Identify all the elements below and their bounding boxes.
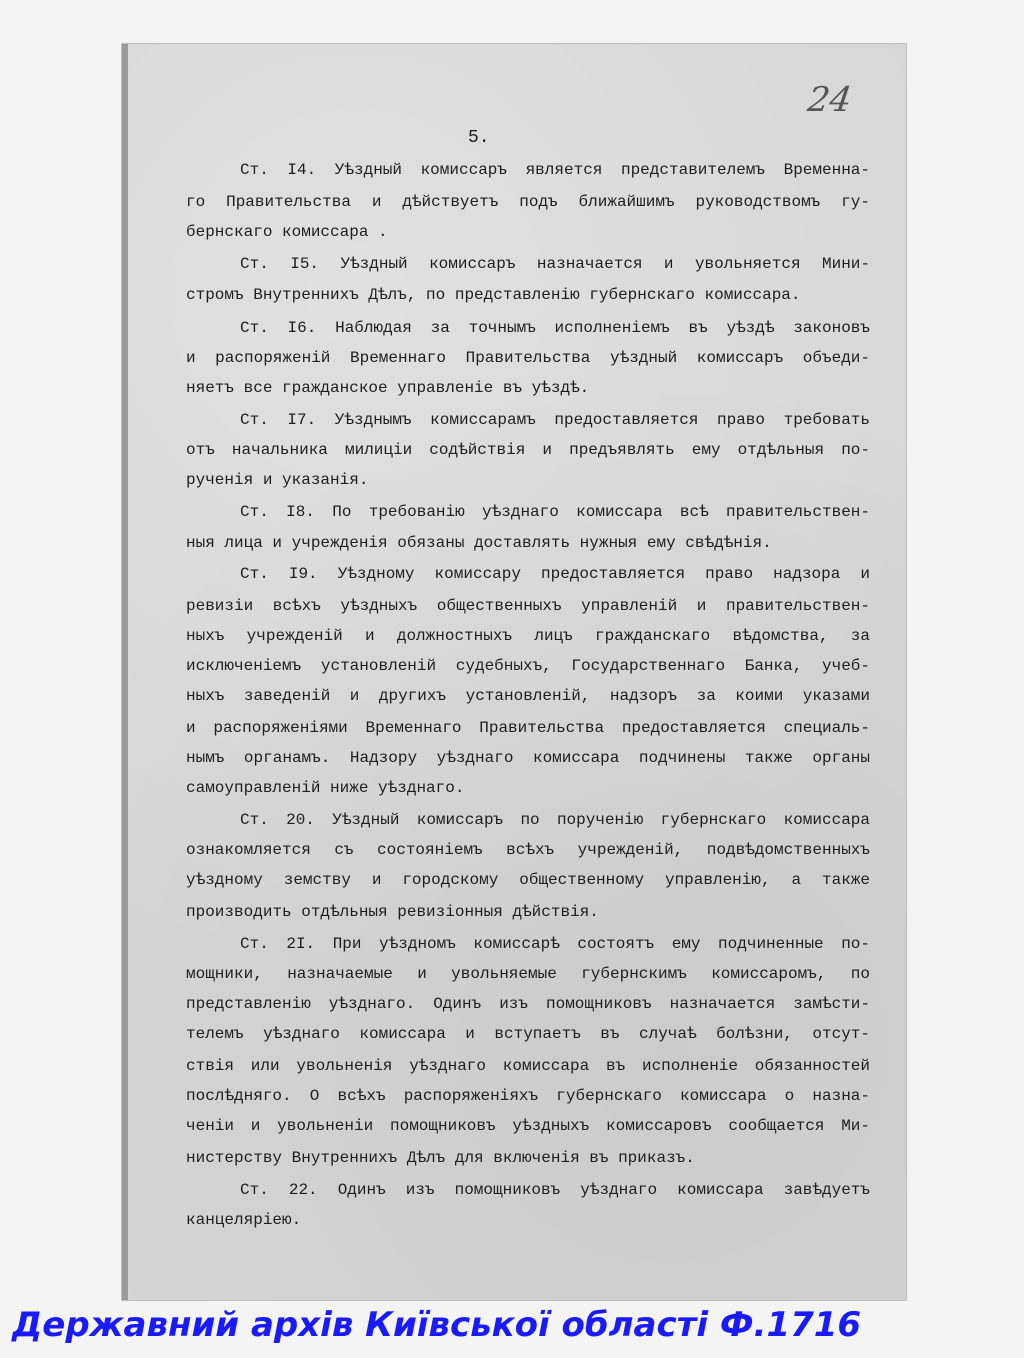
text-line: послѣдняго. О всѣхъ распоряженіяхъ губернскаго комиссара о назна- xyxy=(186,1087,870,1105)
text-line: Ст. 22. Одинъ изъ помощниковъ уѣзднаго комиссара завѣдуетъ xyxy=(240,1181,870,1199)
text-line: Ст. 20. Уѣздный комиссаръ по порученію губернскаго комиссара xyxy=(240,811,870,829)
text-line: ныя лица и учрежденія обязаны доставлять нужныя ему свѣдѣнія. xyxy=(186,534,772,552)
page-number: 5. xyxy=(468,128,490,148)
text-line: Ст. I8. По требованію уѣзднаго комиссара всѣ правительствен- xyxy=(240,503,870,521)
text-line: ченіи и увольненіи помощниковъ уѣздныхъ комиссаровъ сообщается Ми- xyxy=(186,1117,870,1135)
text-line: Ст. I6. Наблюдая за точнымъ исполненіемъ въ уѣздѣ законовъ xyxy=(240,319,870,337)
text-line: Ст. I7. Уѣзднымъ комиссарамъ предоставляется право требовать xyxy=(240,411,870,429)
text-line: представленію уѣзднаго. Одинъ изъ помощниковъ назначается замѣсти- xyxy=(186,995,870,1013)
text-line: нымъ органамъ. Надзору уѣзднаго комиссара подчинены также органы xyxy=(186,749,870,767)
text-line: исключеніемъ установленій судебныхъ, Государственнаго Банка, учеб- xyxy=(186,657,870,675)
text-line: бернскаго комиссара . xyxy=(186,223,388,241)
text-line: уѣздному земству и городскому общественному управленію, а также xyxy=(186,871,870,889)
text-line: отъ начальника милиціи содѣйствія и предъявлять ему отдѣльныя по- xyxy=(186,441,870,459)
archive-caption: Державний архів Київської області Ф.1716 xyxy=(12,1305,862,1345)
text-line: канцеляріею. xyxy=(186,1211,302,1229)
text-line: ныхъ учрежденій и должностныхъ лицъ гражданскаго вѣдомства, за xyxy=(186,627,870,645)
text-line: няетъ все гражданское управленіе въ уѣздѣ. xyxy=(186,379,590,397)
text-line: ознакомляется съ состояніемъ всѣхъ учрежденій, подвѣдомственныхъ xyxy=(186,841,870,859)
text-line: Ст. I5. Уѣздный комиссаръ назначается и увольняется Мини- xyxy=(240,255,870,273)
text-line: ныхъ заведеній и другихъ установленій, надзоръ за коими указами xyxy=(186,687,870,705)
page-edge xyxy=(122,44,128,1300)
text-line: рученія и указанія. xyxy=(186,471,369,489)
text-line: и распоряженій Временнаго Правительства уѣздный комиссаръ объеди- xyxy=(186,349,870,367)
text-line: телемъ уѣзднаго комиссара и вступаетъ въ случаѣ болѣзни, отсут- xyxy=(186,1025,870,1043)
text-line: ствія или увольненія уѣзднаго комиссара въ исполненіе обязанностей xyxy=(186,1057,870,1075)
text-line: Ст. I9. Уѣздному комиссару предоставляется право надзора и xyxy=(240,565,870,583)
folio-number: 24 xyxy=(805,80,855,120)
text-line: го Правительства и дѣйствуетъ подъ ближайшимъ руководствомъ гу- xyxy=(186,193,870,211)
text-line: Ст. I4. Уѣздный комиссаръ является представителемъ Временна- xyxy=(240,161,870,179)
text-line: ревизіи всѣхъ уѣздныхъ общественныхъ управленій и правительствен- xyxy=(186,597,870,615)
text-line: производить отдѣльныя ревизіонныя дѣйствія. xyxy=(186,903,599,921)
text-line: нистерству Внутреннихъ Дѣлъ для включенія въ приказъ. xyxy=(186,1149,695,1167)
text-line: Ст. 2I. При уѣздномъ комиссарѣ состоятъ ему подчиненные по- xyxy=(240,935,870,953)
text-line: и распоряженіями Временнаго Правительства предоставляется специаль- xyxy=(186,719,870,737)
text-line: мощники, назначаемые и увольняемые губернскимъ комиссаромъ, по xyxy=(186,965,870,983)
text-line: самоуправленій ниже уѣзднаго. xyxy=(186,779,465,797)
text-line: стромъ Внутреннихъ Дѣлъ, по представленію губернскаго комиссара. xyxy=(186,286,801,304)
